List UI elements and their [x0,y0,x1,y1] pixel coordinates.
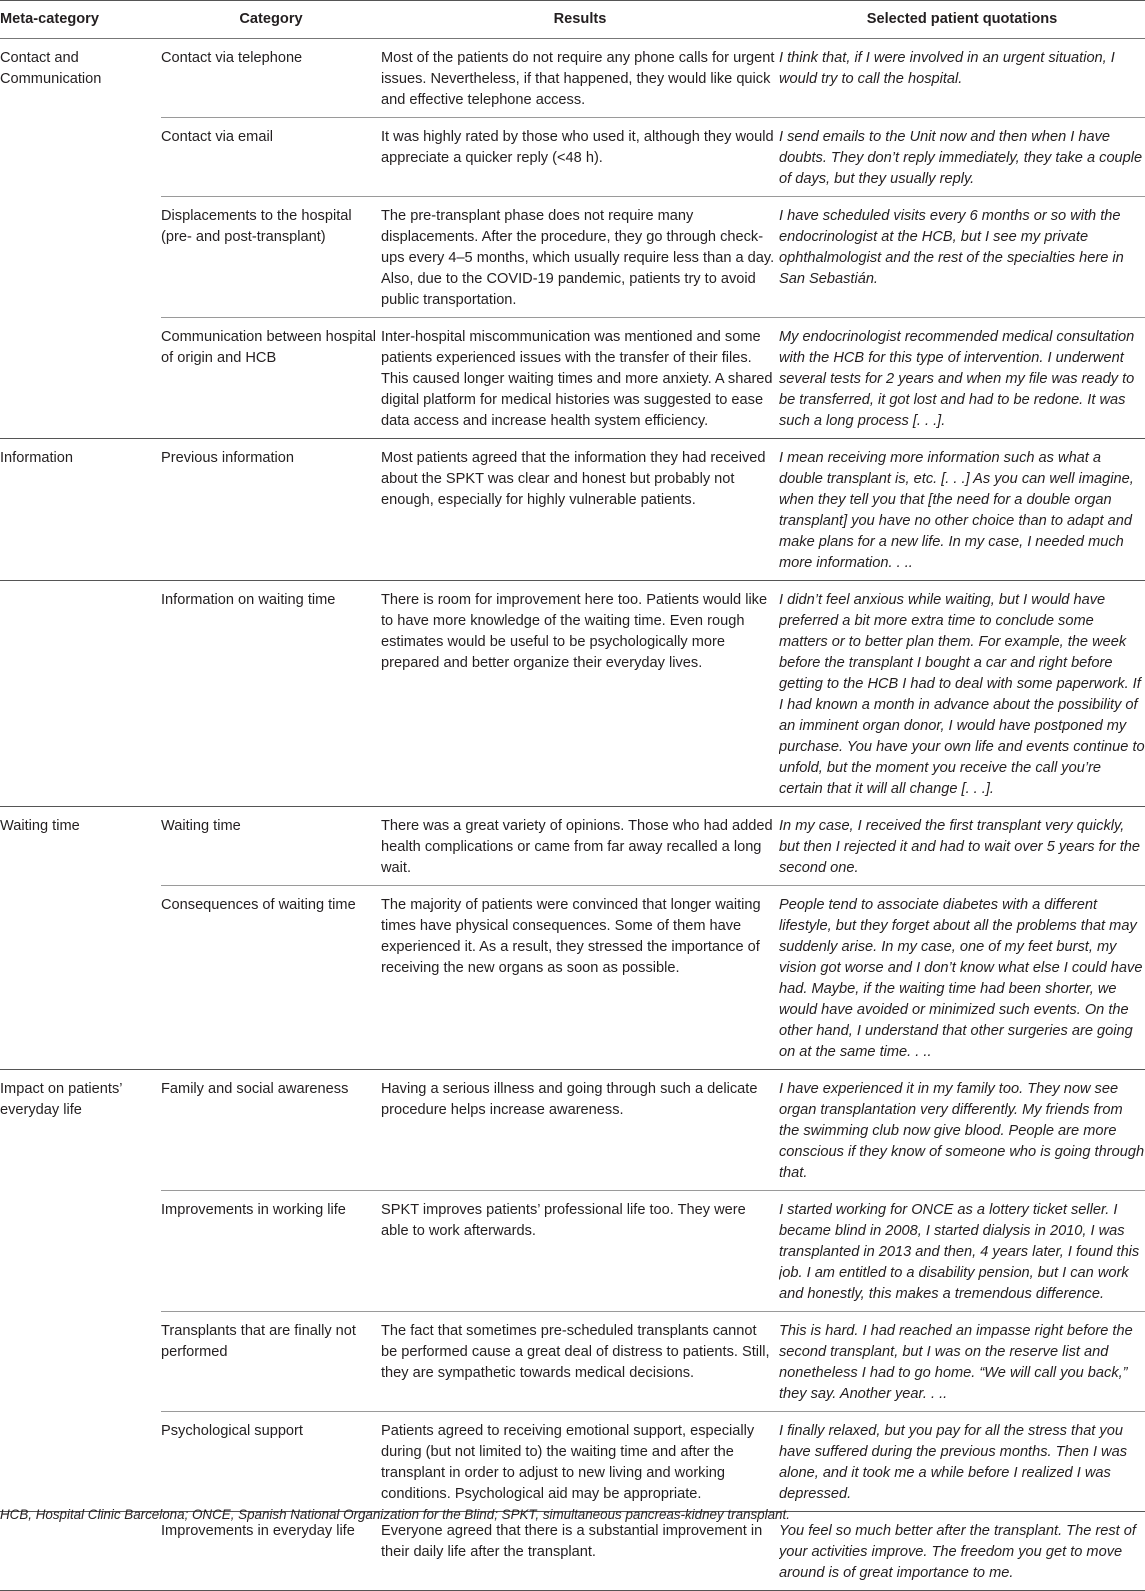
category-cell: Improvements in everyday life [161,1512,381,1591]
table-row [0,197,1145,318]
table-row [0,1512,1145,1591]
quotation-cell: I have scheduled visits every 6 months or so with the endocrinologist at the HCB, but I see my private ophthalmologist and the rest of the specialties here in San Sebastián. [779,197,1145,318]
table-footnote: HCB, Hospital Clinic Barcelona; ONCE, Spanish National Organization for the Blind; SPKT, simultaneous pancreas-kidney transplant. [0,1507,790,1522]
quotation-cell: In my case, I received the first transplant very quickly, but then I rejected it and had to wait over 5 years for the second one. [779,807,1145,886]
results-cell: Having a serious illness and going through such a delicate procedure helps increase awareness. [381,1070,779,1191]
quotation-cell: People tend to associate diabetes with a different lifestyle, but they forget about all the problems that may suddenly arise. In my case, one of my feet burst, my vision got worse and I don’t know what else I could have had. Maybe, if the waiting time had been shorter, we would have avoided or minimized such events. On the other hand, I understand that other surgeries are going on at the same time. . .. [779,886,1145,1070]
category-cell: Communication between hospital of origin and HCB [161,318,381,439]
results-cell: Inter-hospital miscommunication was mentioned and some patients experienced issues with the transfer of their files. This caused longer waiting times and more anxiety. A shared digital platform for medical histories was suggested to ease data access and increase health system efficiency. [381,318,779,439]
table-row [0,1412,1145,1512]
header-meta-category: Meta-category [0,1,161,39]
results-cell: The majority of patients were convinced that longer waiting times have physical consequences. Some of them have experienced it. As a result, they stressed the importance of receiving the new organs as soon as possible. [381,886,779,1070]
quotation-cell: I send emails to the Unit now and then when I have doubts. They don’t reply immediately, they take a couple of days, but they usually reply. [779,118,1145,197]
header-category: Category [161,1,381,39]
meta-category-cell: Contact and Communication [0,50,102,87]
table-row [0,1070,1145,1191]
table-body [0,39,1145,1591]
table-row [0,318,1145,439]
quotation-cell: I didn’t feel anxious while waiting, but I would have preferred a bit more extra time to conclude some matters or to better plan them. For example, the week before the transplant I bought a car and right before getting to the HCB I had to deal with some paperwork. If I had known a month in advance about the possibility of an imminent organ donor, I would have postponed my purchase. You have your own life and events continue to unfold, but the moment you receive the call you’re certain that it will all change [. . .]. [779,581,1145,807]
quotation-cell: This is hard. I had reached an impasse right before the second transplant, but I was on the reserve list and nonetheless I had to go home. “We will call you back,” they say. Another year. . .. [779,1312,1145,1412]
table-row [0,1312,1145,1412]
quotation-cell: I think that, if I were involved in an urgent situation, I would try to call the hospital. [779,50,1115,87]
results-cell: SPKT improves patients’ professional life too. They were able to work afterwards. [381,1191,779,1312]
results-cell: Patients agreed to receiving emotional support, especially during (but not limited to) the waiting time and after the transplant in order to adjust to new living and working conditions. Psychological aid may be appropriate. [381,1412,779,1512]
quotation-cell: I started working for ONCE as a lottery ticket seller. I became blind in 2008, I started dialysis in 2010, I was transplanted in 2013 and then, 4 years later, I found this job. I am entitled to a disability pension, but I can work and honestly, this makes a tremendous difference. [779,1191,1145,1312]
results-cell: There was a great variety of opinions. Those who had added health complications or came from far away recalled a long wait. [381,807,779,886]
table-row [0,1191,1145,1312]
table-row [0,581,1145,807]
meta-category-cell [0,1512,161,1591]
header-results: Results [381,1,779,39]
table-row [0,118,1145,197]
results-cell: Everyone agreed that there is a substantial improvement in their daily life after the transplant. [381,1512,779,1591]
meta-category-cell: Waiting time [0,807,161,1070]
category-cell: Waiting time [161,807,381,886]
category-cell: Information on waiting time [161,581,381,807]
category-cell: Displacements to the hospital (pre- and post-transplant) [161,197,381,318]
category-cell: Consequences of waiting time [161,886,381,1070]
quotation-cell: You feel so much better after the transplant. The rest of your activities improve. The freedom you get to move around is of great importance to me. [779,1512,1145,1591]
category-cell: Improvements in working life [161,1191,381,1312]
category-cell: Previous information [161,439,381,581]
meta-category-cell: Impact on patients’ everyday life [0,1070,161,1512]
results-cell: There is room for improvement here too. Patients would like to have more knowledge of the waiting time. Even rough estimates would be useful to be psychologically more prepared and better organize their everyday lives. [381,581,779,807]
category-cell: Contact via email [161,118,381,197]
category-cell: Family and social awareness [161,1070,381,1191]
header-quotations: Selected patient quotations [779,1,1145,39]
category-cell: Psychological support [161,1412,381,1512]
table-row [0,39,1145,118]
meta-category-cell [0,581,161,807]
results-cell: The pre-transplant phase does not require many displacements. After the procedure, they go through check-ups every 4–5 months, which usually require less than a day. Also, due to the COVID-19 pandemic, patients try to avoid public transportation. [381,197,779,318]
results-cell: It was highly rated by those who used it, although they would appreciate a quicker reply (<48 h). [381,118,779,197]
table-row [0,886,1145,1070]
category-cell: Transplants that are finally not performed [161,1312,381,1412]
meta-category-cell: Information [0,439,161,581]
quotation-cell: My endocrinologist recommended medical consultation with the HCB for this type of intervention. I underwent several tests for 2 years and when my file was ready to be transferred, it got lost and had to be redone. It was such a long process [. . .]. [779,318,1145,439]
results-cell: Most of the patients do not require any phone calls for urgent issues. Nevertheless, if that happened, they would like quick and effective telephone access. [381,50,775,108]
table-row [0,439,1145,581]
quotation-cell: I mean receiving more information such as what a double transplant is, etc. [. . .] As you can well imagine, when they tell you that [the need for a double organ transplant] you have no other choice than to adapt and make plans for a new life. In my case, I needed much more information. . .. [779,439,1145,581]
table-row [0,807,1145,886]
header-row [0,1,1145,39]
quotation-cell: I finally relaxed, but you pay for all the stress that you have suffered during the previous months. Then I was alone, and it took me a while before I realized I was depressed. [779,1412,1145,1512]
category-cell: Contact via telephone [161,50,303,66]
quotation-cell: I have experienced it in my family too. They now see organ transplantation very differently. My friends from the swimming club now give blood. People are more conscious if they know of someone who is going through that. [779,1070,1145,1191]
table-header [0,1,1145,39]
results-cell: The fact that sometimes pre-scheduled transplants cannot be performed cause a great deal of distress to patients. Still, they are sympathetic towards medical decisions. [381,1312,779,1412]
results-cell: Most patients agreed that the information they had received about the SPKT was clear and honest but probably not enough, especially for highly vulnerable patients. [381,439,779,581]
